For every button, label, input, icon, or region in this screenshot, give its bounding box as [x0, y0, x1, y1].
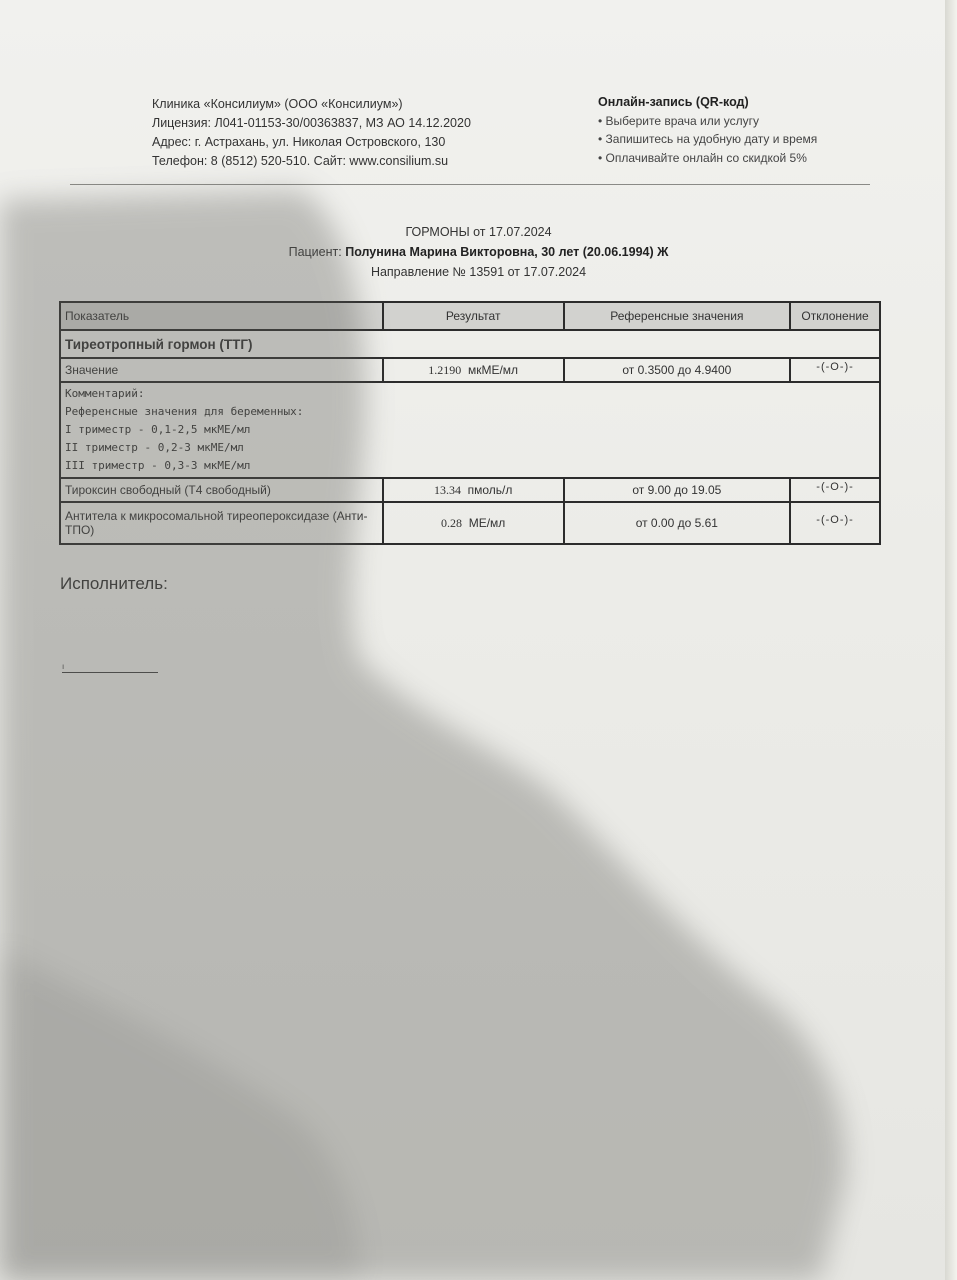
header-result: Результат — [383, 302, 564, 330]
online-booking-item: • Запишитесь на удобную дату и время — [598, 132, 818, 146]
clinic-name: Клиника «Консилиум» (ООО «Консилиум») — [152, 97, 403, 111]
clinic-info — [152, 95, 471, 171]
section-title: Тиреотропный гормон (ТТГ) — [60, 330, 880, 358]
clinic-contacts: Телефон: 8 (8512) 520-510. Сайт: www.consilium.su — [152, 154, 449, 168]
comment-line: Референсные значения для беременных: — [65, 405, 304, 418]
online-booking-item: • Выберите врача или услугу — [598, 113, 760, 128]
clinic-license: Лицензия: Л041-01153-30/00363837, МЗ АО 14.12.2020 — [152, 116, 471, 130]
online-booking-item: • Оплачивайте онлайн со скидкой 5% — [598, 150, 807, 165]
row-name: Антитела к микросомальной тиреопероксидазе (Анти-ТПО) — [60, 502, 383, 544]
table-row — [60, 358, 880, 382]
deviation-marker: -(-O-)- — [816, 361, 854, 373]
row-reference: от 0.3500 до 4.9400 — [564, 358, 791, 382]
signature-line — [62, 662, 158, 673]
comment-line: I триместр - 0,1-2,5 мкМЕ/мл — [65, 423, 251, 436]
row-deviation — [790, 502, 880, 544]
patient-name: Полунина Марина Викторовна, 30 лет (20.06.1994) Ж — [345, 245, 669, 259]
referral-line: Направление № 13591 от 17.07.2024 — [370, 265, 587, 279]
results-table — [59, 301, 881, 545]
comment-row — [60, 382, 880, 478]
patient-line — [0, 242, 957, 262]
header-reference: Референсные значения — [564, 302, 791, 330]
deviation-marker: -(-O-)- — [816, 481, 854, 493]
comment-cell — [60, 382, 880, 478]
document-heading — [0, 222, 957, 282]
comment-line: III триместр - 0,3-3 мкМЕ/мл — [65, 459, 251, 472]
deviation-marker: -(-O-)- — [816, 514, 854, 526]
row-reference: от 9.00 до 19.05 — [564, 478, 791, 502]
table-row — [60, 502, 880, 544]
online-booking-title: Онлайн-запись (QR-код) — [598, 95, 749, 109]
table-row — [60, 478, 880, 502]
online-booking — [598, 93, 817, 167]
patient-label: Пациент: — [288, 245, 342, 259]
row-name: Тироксин свободный (Т4 свободный) — [60, 478, 383, 502]
section-row — [60, 330, 880, 358]
row-value: 13.34 — [433, 482, 461, 497]
table-header-row — [60, 302, 880, 330]
executor-label: Исполнитель: — [60, 574, 168, 593]
row-value: 0.28 — [441, 515, 463, 530]
clinic-address: Адрес: г. Астрахань, ул. Николая Островского, 130 — [152, 135, 446, 149]
row-deviation — [790, 478, 880, 502]
header-deviation: Отклонение — [790, 302, 880, 330]
row-unit: МЕ/мл — [468, 515, 506, 530]
paper-edge — [945, 0, 957, 1280]
comment-line: II триместр - 0,2-3 мкМЕ/мл — [65, 441, 244, 454]
row-unit: пмоль/л — [467, 482, 513, 497]
signature-mark: ı — [62, 662, 65, 671]
row-deviation — [790, 358, 880, 382]
row-result — [383, 358, 564, 382]
row-unit: мкМЕ/мл — [467, 362, 519, 377]
row-result — [383, 478, 564, 502]
row-value: 1.2190 — [428, 362, 462, 377]
row-result — [383, 502, 564, 544]
header-divider — [70, 184, 870, 185]
row-reference: от 0.00 до 5.61 — [564, 502, 791, 544]
row-name: Значение — [60, 358, 383, 382]
comment-line: Комментарий: — [65, 387, 145, 400]
header-indicator: Показатель — [60, 302, 383, 330]
document-title: ГОРМОНЫ от 17.07.2024 — [405, 225, 552, 239]
